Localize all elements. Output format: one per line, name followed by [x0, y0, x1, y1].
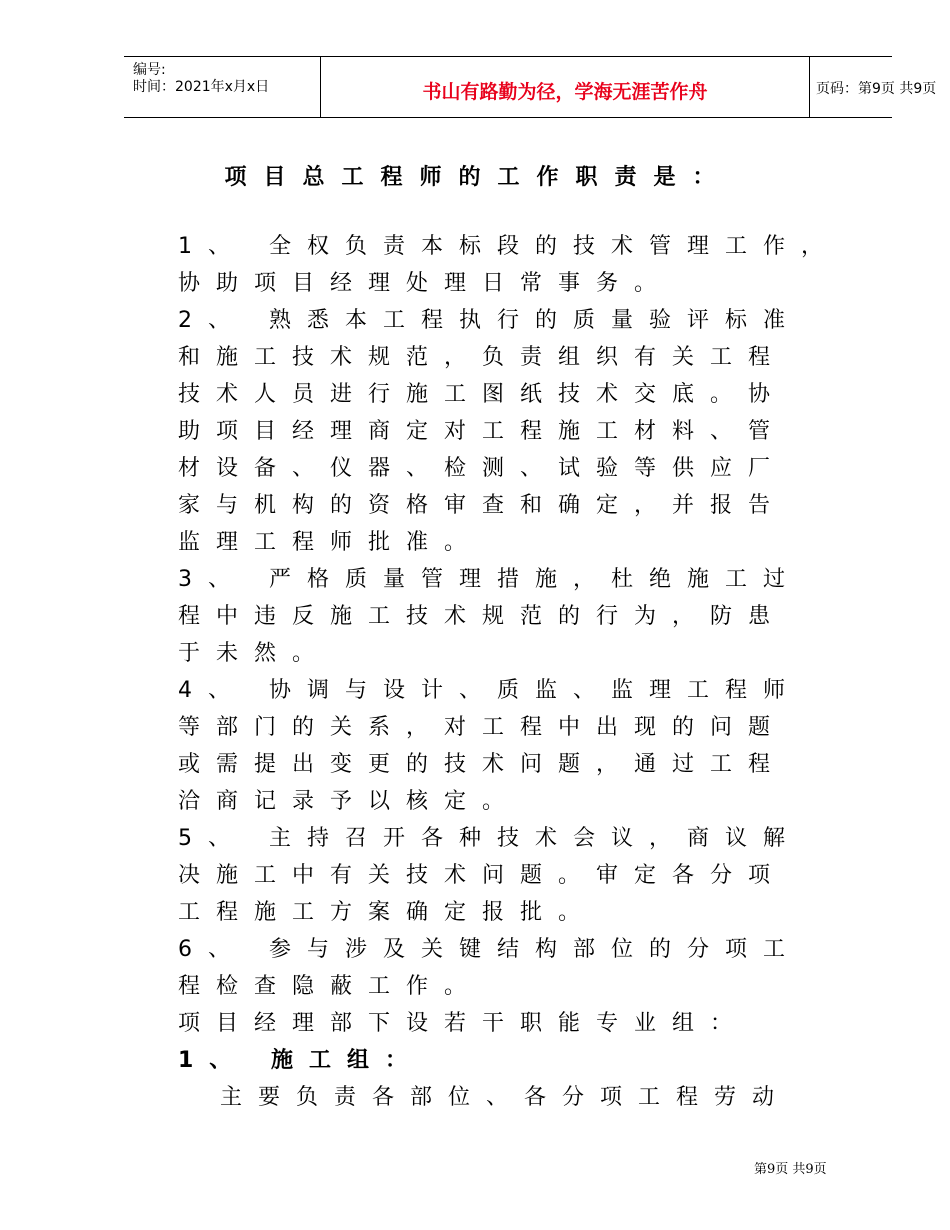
body-line: 3、 严格质量管理措施，杜绝施工过	[178, 567, 801, 592]
body-line: 工程施工方案确定报批。	[178, 900, 597, 925]
body-line: 或需提出变更的技术问题，通过工程	[178, 752, 787, 777]
header-middle-cell	[320, 57, 810, 117]
body-line: 等部门的关系，对工程中出现的问题	[178, 715, 787, 740]
body-line: 材设备、仪器、检测、试验等供应厂	[178, 456, 787, 481]
body-line: 于未然。	[178, 641, 331, 666]
document-time-label: 时间：2021年x月x日	[133, 79, 270, 95]
header-motto: 书山有路勤为径，学海无涯苦作舟	[422, 81, 708, 103]
body-line: 5、 主持召开各种技术会议，商议解	[178, 826, 801, 851]
document-title: 项目总工程师的工作职责是：	[224, 165, 732, 190]
body-line: 程检查隐蔽工作。	[178, 974, 483, 999]
body-line: 洽商记录予以核定。	[178, 789, 521, 814]
page-header	[124, 56, 937, 118]
body-line: 决施工中有关技术问题。审定各分项	[178, 863, 787, 888]
body-line: 项目经理部下设若干职能专业组：	[178, 1011, 749, 1036]
body-line: 2、 熟悉本工程执行的质量验评标准	[178, 308, 801, 333]
header-right-cell	[808, 57, 937, 117]
body-line: 协助项目经理处理日常事务。	[178, 271, 673, 296]
body-line: 助项目经理商定对工程施工材料、管	[178, 419, 787, 444]
body-line: 4、 协调与设计、质监、监理工程师	[178, 678, 801, 703]
body-line: 家与机构的资格审查和确定，并报告	[178, 493, 787, 518]
body-line: 主要负责各部位、各分项工程劳动	[220, 1085, 791, 1110]
body-line: 监理工程师批准。	[178, 530, 483, 555]
body-line: 6、 参与涉及关键结构部位的分项工	[178, 937, 801, 962]
body-line: 程中违反施工技术规范的行为，防患	[178, 604, 787, 629]
page-footer: 第9页 共9页	[754, 1162, 827, 1177]
document-code-label: 编号:	[133, 62, 166, 78]
header-left-cell	[124, 57, 320, 117]
body-line: 1、 全权负责本标段的技术管理工作，	[178, 234, 839, 259]
body-line: 和施工技术规范，负责组织有关工程	[178, 345, 787, 370]
body-line: 1、 施工组：	[178, 1048, 423, 1073]
body-line: 技术人员进行施工图纸技术交底。协	[178, 382, 787, 407]
header-page-number: 页码：第9页 共9页	[816, 81, 937, 97]
